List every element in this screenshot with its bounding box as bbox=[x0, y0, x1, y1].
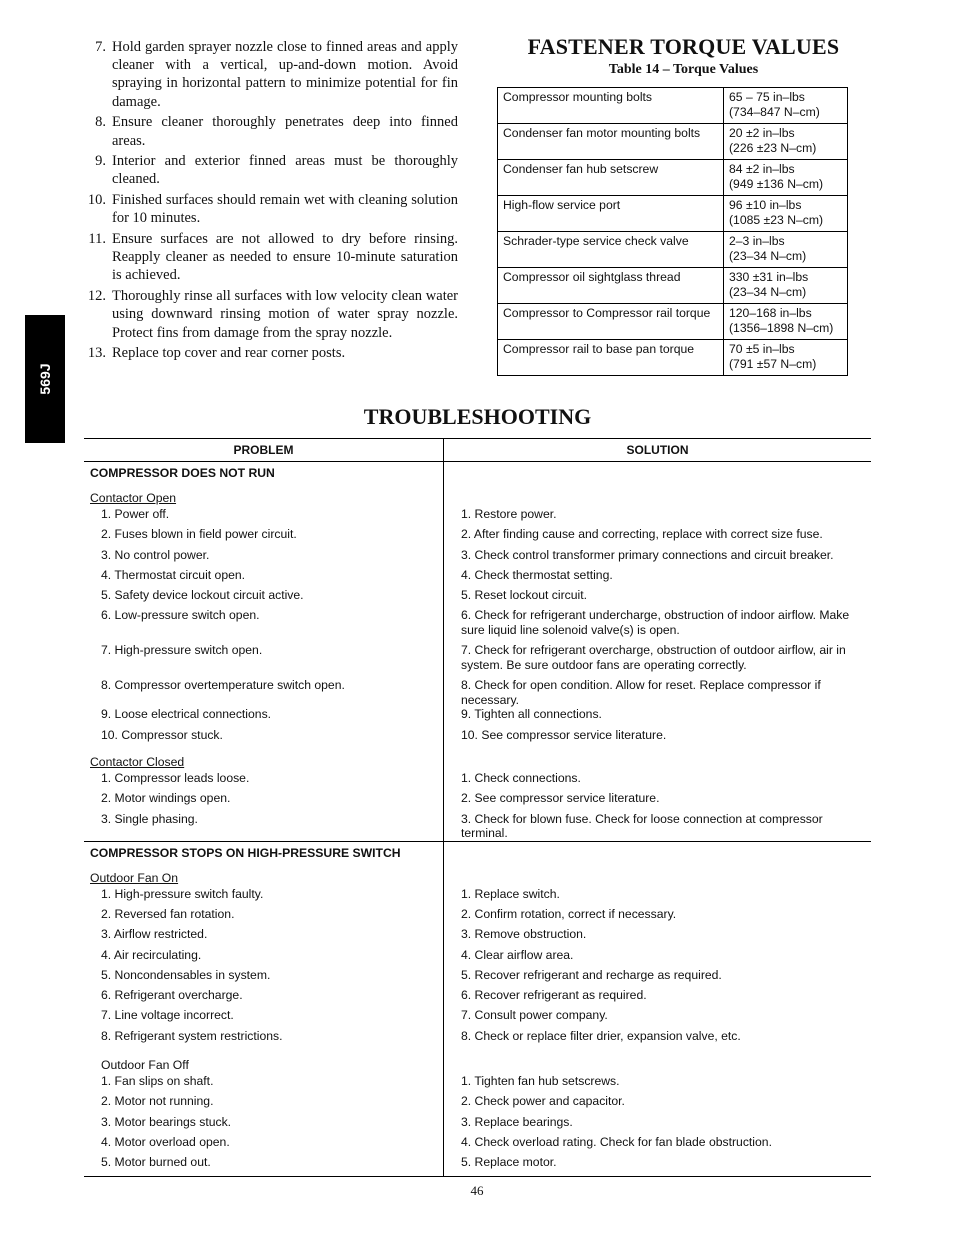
problem-column-header: PROBLEM bbox=[84, 439, 444, 462]
problem-cell: 6. Refrigerant overcharge. bbox=[84, 988, 444, 1008]
problem-cell: 2. Fuses blown in field power circuit. bbox=[84, 527, 444, 547]
table-row bbox=[84, 988, 871, 1008]
torque-value-metric: (23–34 N–cm) bbox=[729, 285, 807, 299]
solution-cell: 7. Consult power company. bbox=[461, 1008, 608, 1023]
step-item bbox=[84, 38, 458, 111]
step-item bbox=[84, 113, 458, 149]
torque-value bbox=[724, 124, 848, 160]
solution-cell: 2. Confirm rotation, correct if necessary. bbox=[461, 906, 677, 921]
table-row bbox=[84, 1029, 871, 1049]
torque-value bbox=[724, 340, 848, 376]
table-row bbox=[84, 812, 871, 842]
problem-cell: 4. Thermostat circuit open. bbox=[84, 568, 444, 588]
solution-cell: 4. Check overload rating. Check for fan blade obstruction. bbox=[461, 1134, 772, 1149]
table-row bbox=[84, 771, 871, 791]
solution-cell: 1. Tighten fan hub setscrews. bbox=[461, 1074, 620, 1089]
solution-cell: 5. Reset lockout circuit. bbox=[461, 588, 587, 603]
table-row bbox=[84, 791, 871, 811]
solution-cell: 3. Remove obstruction. bbox=[461, 927, 587, 942]
table-row bbox=[84, 507, 871, 527]
problem-cell: 3. Single phasing. bbox=[84, 812, 444, 842]
section-spacer bbox=[444, 841, 872, 864]
step-text: Ensure surfaces are not allowed to dry before rinsing. Reapply cleaner as needed to ensure 10-minute saturation is achieved. bbox=[112, 231, 458, 284]
table-row bbox=[84, 548, 871, 568]
torque-table-caption: Table 14 – Torque Values bbox=[608, 62, 759, 77]
table-row bbox=[84, 948, 871, 968]
torque-value-imperial: 65 – 75 in–lbs bbox=[729, 90, 805, 104]
problem-cell: 1. High-pressure switch faulty. bbox=[84, 887, 444, 907]
torque-row bbox=[498, 88, 848, 124]
solution-cell: 6. Recover refrigerant as required. bbox=[461, 988, 647, 1003]
solution-cell: 3. Replace bearings. bbox=[461, 1114, 573, 1129]
page-number: 46 bbox=[470, 1183, 484, 1198]
step-number: 11. bbox=[88, 231, 106, 248]
table-row bbox=[84, 968, 871, 988]
step-item bbox=[84, 152, 458, 188]
problem-cell: 3. No control power. bbox=[84, 548, 444, 568]
solution-cell: 4. Clear airflow area. bbox=[461, 947, 574, 962]
solution-cell: 2. See compressor service literature. bbox=[461, 791, 660, 806]
step-text: Interior and exterior finned areas must be thoroughly cleaned. bbox=[112, 153, 458, 188]
table-row bbox=[84, 1008, 871, 1028]
problem-cell: 7. High-pressure switch open. bbox=[84, 643, 444, 678]
solution-cell: 8. Check for open condition. Allow for reset. Replace compressor if necessary. bbox=[461, 678, 821, 707]
step-item bbox=[84, 344, 458, 362]
problem-cell: 1. Power off. bbox=[84, 507, 444, 527]
problem-cell: 3. Motor bearings stuck. bbox=[84, 1115, 444, 1135]
torque-value-imperial: 20 ±2 in–lbs bbox=[729, 126, 795, 140]
problem-cell: 2. Motor windings open. bbox=[84, 791, 444, 811]
torque-item: Condenser fan hub setscrew bbox=[498, 160, 724, 196]
step-number: 9. bbox=[95, 153, 106, 170]
table-row bbox=[84, 588, 871, 608]
side-tab bbox=[25, 315, 65, 443]
torque-value bbox=[724, 88, 848, 124]
torque-section-title: FASTENER TORQUE VALUES bbox=[527, 34, 840, 59]
torque-value-imperial: 2–3 in–lbs bbox=[729, 234, 785, 248]
problem-cell: 8. Compressor overtemperature switch open. bbox=[84, 678, 444, 707]
problem-cell: 5. Safety device lockout circuit active. bbox=[84, 588, 444, 608]
solution-cell: 3. Check control transformer primary connections and circuit breaker. bbox=[461, 547, 834, 562]
torque-value-metric: (734–847 N–cm) bbox=[729, 105, 820, 119]
problem-cell: 3. Airflow restricted. bbox=[84, 927, 444, 947]
step-item bbox=[84, 287, 458, 342]
table-row bbox=[84, 887, 871, 907]
group-title: Contactor Closed bbox=[90, 755, 185, 770]
group-cell bbox=[84, 748, 444, 771]
problem-cell: 1. Compressor leads loose. bbox=[84, 771, 444, 791]
table-row bbox=[84, 568, 871, 588]
solution-cell: 1. Check connections. bbox=[461, 771, 581, 786]
torque-value-metric: (791 ±57 N–cm) bbox=[729, 357, 817, 371]
group-cell bbox=[84, 864, 444, 887]
problem-cell: 9. Loose electrical connections. bbox=[84, 707, 444, 727]
torque-row bbox=[498, 196, 848, 232]
table-row bbox=[84, 728, 871, 748]
torque-row bbox=[498, 304, 848, 340]
problem-cell: 10. Compressor stuck. bbox=[84, 728, 444, 748]
group-title: Outdoor Fan On bbox=[90, 870, 179, 885]
torque-item: Schrader-type service check valve bbox=[498, 232, 724, 268]
cleaning-steps-list bbox=[84, 38, 458, 365]
torque-value-metric: (226 ±23 N–cm) bbox=[729, 141, 817, 155]
side-tab-label: 569J bbox=[37, 363, 53, 395]
solution-cell: 3. Check for blown fuse. Check for loose connection at compressor terminal. bbox=[461, 811, 823, 841]
group-spacer bbox=[444, 484, 872, 507]
torque-value-metric: (23–34 N–cm) bbox=[729, 249, 807, 263]
step-number: 8. bbox=[95, 114, 106, 131]
torque-item: Compressor oil sightglass thread bbox=[498, 268, 724, 304]
solution-cell: 2. After finding cause and correcting, replace with correct size fuse. bbox=[461, 527, 823, 542]
table-row bbox=[84, 707, 871, 727]
torque-item: Condenser fan motor mounting bolts bbox=[498, 124, 724, 160]
problem-cell: 2. Motor not running. bbox=[84, 1094, 444, 1114]
solution-cell: 8. Check or replace filter drier, expansion valve, etc. bbox=[461, 1028, 741, 1043]
table-row bbox=[84, 1115, 871, 1135]
section-title: COMPRESSOR DOES NOT RUN bbox=[84, 462, 444, 485]
table-row bbox=[84, 907, 871, 927]
group-spacer bbox=[444, 748, 872, 771]
torque-value-imperial: 120–168 in–lbs bbox=[729, 306, 812, 320]
troubleshooting-header-row bbox=[84, 439, 871, 462]
solution-cell: 6. Check for refrigerant undercharge, obstruction of indoor airflow. Make sure liquid line solenoid valve(s) is open. bbox=[461, 608, 850, 637]
troubleshooting-title: TROUBLESHOOTING bbox=[363, 404, 592, 429]
step-item bbox=[84, 191, 458, 227]
torque-value-metric: (949 ±136 N–cm) bbox=[729, 177, 824, 191]
torque-row bbox=[498, 268, 848, 304]
problem-cell: 5. Noncondensables in system. bbox=[84, 968, 444, 988]
torque-value-imperial: 330 ±31 in–lbs bbox=[729, 270, 809, 284]
torque-value-metric: (1356–1898 N–cm) bbox=[729, 321, 834, 335]
problem-cell: 2. Reversed fan rotation. bbox=[84, 907, 444, 927]
group-row bbox=[84, 748, 871, 771]
group-cell bbox=[84, 484, 444, 507]
section-row bbox=[84, 462, 871, 485]
group-row bbox=[84, 864, 871, 887]
table-row bbox=[84, 608, 871, 643]
solution-cell: 7. Check for refrigerant overcharge, obstruction of outdoor airflow, air in system. Be sure outdoor fans are operating correctly. bbox=[461, 643, 846, 672]
step-number: 12. bbox=[87, 288, 106, 305]
torque-row bbox=[498, 124, 848, 160]
torque-value bbox=[724, 268, 848, 304]
problem-cell: 1. Fan slips on shaft. bbox=[84, 1074, 444, 1094]
table-row bbox=[84, 927, 871, 947]
problem-cell: 8. Refrigerant system restrictions. bbox=[84, 1029, 444, 1049]
torque-value bbox=[724, 160, 848, 196]
solution-cell: 9. Tighten all connections. bbox=[461, 707, 602, 722]
table-row bbox=[84, 527, 871, 547]
torque-item: High-flow service port bbox=[498, 196, 724, 232]
step-text: Ensure cleaner thoroughly penetrates deep into finned areas. bbox=[112, 114, 458, 149]
torque-item: Compressor to Compressor rail torque bbox=[498, 304, 724, 340]
problem-cell: 5. Motor burned out. bbox=[84, 1155, 444, 1176]
problem-cell: 6. Low-pressure switch open. bbox=[84, 608, 444, 643]
step-number: 13. bbox=[87, 345, 106, 362]
solution-cell: 4. Check thermostat setting. bbox=[461, 567, 613, 582]
table-row bbox=[84, 1135, 871, 1155]
torque-row bbox=[498, 160, 848, 196]
table-row bbox=[84, 1074, 871, 1094]
problem-cell: 4. Motor overload open. bbox=[84, 1135, 444, 1155]
torque-value-imperial: 96 ±10 in–lbs bbox=[729, 198, 802, 212]
torque-row bbox=[498, 340, 848, 376]
step-text: Thoroughly rinse all surfaces with low velocity clean water using downward rinsing motion of water spray nozzle. Protect fins from damage from the spray nozzle. bbox=[112, 288, 458, 341]
step-text: Replace top cover and rear corner posts. bbox=[112, 345, 346, 362]
solution-cell: 10. See compressor service literature. bbox=[461, 727, 667, 742]
step-number: 7. bbox=[95, 39, 106, 55]
step-item bbox=[84, 230, 458, 285]
step-number: 10. bbox=[87, 192, 106, 209]
troubleshooting-table bbox=[84, 438, 871, 1177]
section-row bbox=[84, 841, 871, 864]
table-row bbox=[84, 1155, 871, 1176]
solution-column-header: SOLUTION bbox=[444, 439, 872, 462]
solution-cell: 2. Check power and capacitor. bbox=[461, 1094, 625, 1109]
group-title: Outdoor Fan Off bbox=[101, 1058, 189, 1073]
torque-row bbox=[498, 232, 848, 268]
solution-cell: 1. Restore power. bbox=[461, 507, 557, 521]
problem-cell: 4. Air recirculating. bbox=[84, 948, 444, 968]
torque-item: Compressor mounting bolts bbox=[498, 88, 724, 124]
group-row bbox=[84, 1049, 871, 1074]
group-cell bbox=[84, 1049, 444, 1074]
solution-cell: 5. Recover refrigerant and recharge as required. bbox=[461, 967, 722, 982]
group-spacer bbox=[444, 1049, 872, 1074]
solution-cell: 5. Replace motor. bbox=[444, 1155, 872, 1176]
torque-value bbox=[724, 232, 848, 268]
torque-item: Compressor rail to base pan torque bbox=[498, 340, 724, 376]
torque-value bbox=[724, 304, 848, 340]
torque-value-imperial: 84 ±2 in–lbs bbox=[729, 162, 795, 176]
section-spacer bbox=[444, 462, 872, 485]
torque-value-metric: (1085 ±23 N–cm) bbox=[729, 213, 824, 227]
torque-value bbox=[724, 196, 848, 232]
torque-value-imperial: 70 ±5 in–lbs bbox=[729, 342, 795, 356]
table-row bbox=[84, 1094, 871, 1114]
group-spacer bbox=[444, 864, 872, 887]
group-row bbox=[84, 484, 871, 507]
table-row bbox=[84, 643, 871, 678]
table-row bbox=[84, 678, 871, 707]
problem-cell: 7. Line voltage incorrect. bbox=[84, 1008, 444, 1028]
solution-cell: 1. Replace switch. bbox=[461, 886, 560, 901]
torque-values-table bbox=[497, 87, 848, 376]
group-title: Contactor Open bbox=[90, 491, 177, 505]
step-text: Hold garden sprayer nozzle close to finned areas and apply cleaner with a vertical, up-and-down motion. Avoid spraying in horizontal pattern to minimize potential for fin damage. bbox=[112, 39, 458, 110]
step-text: Finished surfaces should remain wet with cleaning solution for 10 minutes. bbox=[112, 192, 458, 227]
section-title: COMPRESSOR STOPS ON HIGH-PRESSURE SWITCH bbox=[84, 841, 444, 864]
